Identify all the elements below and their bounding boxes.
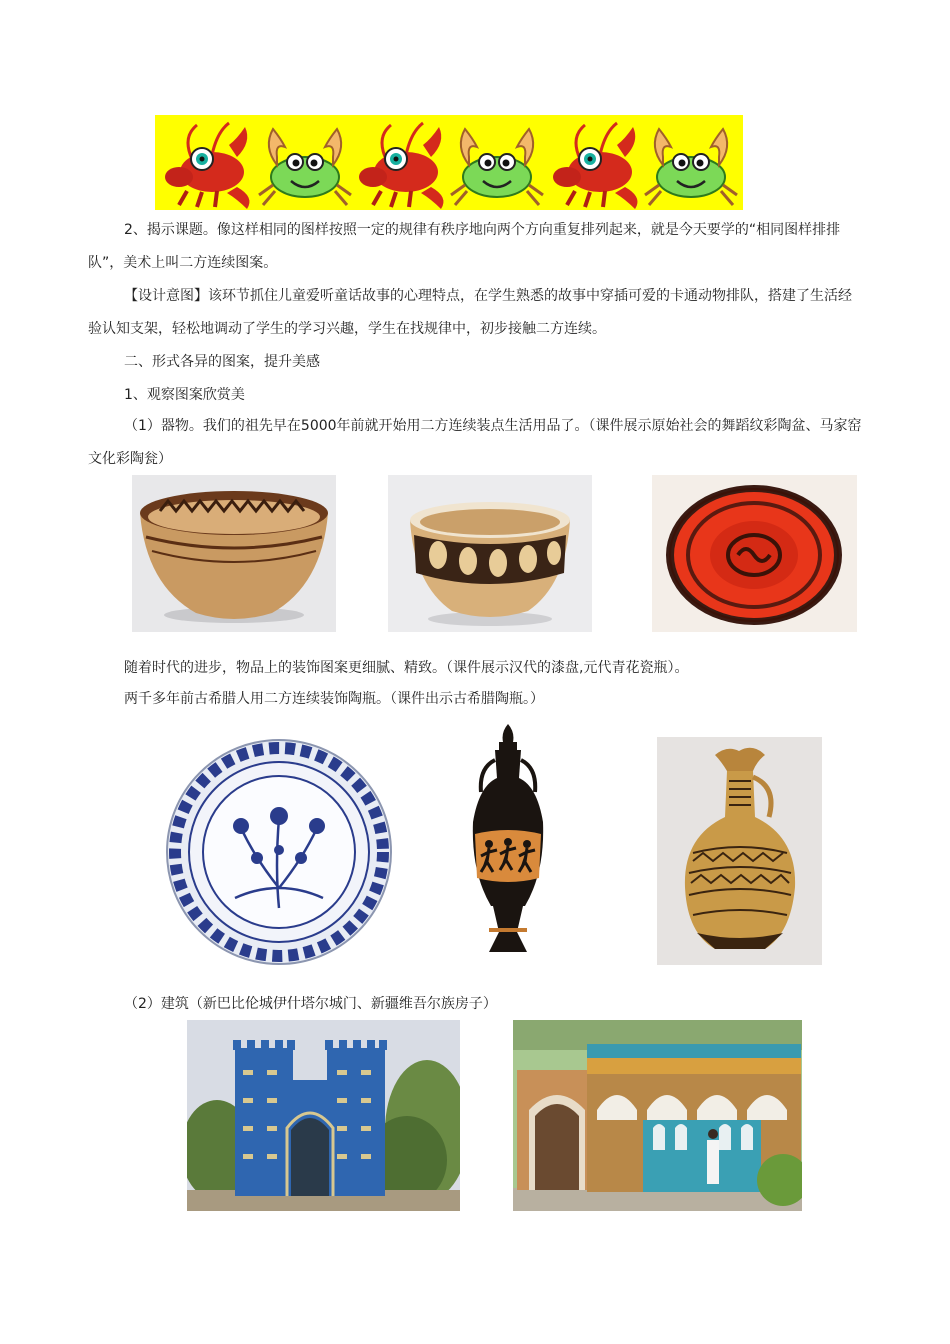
han-lacquer-plate-image [652,475,857,632]
paragraph-greek-vases: 两千多年前古希腊人用二方连续装饰陶瓶。（课件出示古希腊陶瓶。） [124,691,544,707]
subsection-heading: 1、观察图案欣赏美 [124,387,245,403]
greek-geometric-vase-image [657,737,822,965]
ishtar-gate-image [187,1020,460,1211]
paragraph-reveal-topic: 2、揭示课题。像这样相同的图样按照一定的规律有秩序地向两个方向重复排列起来，就是今天要学的“相同图样排排队”，美术上叫二方连续图案。 [88,222,841,271]
yuan-blue-white-porcelain-plate-image [165,738,393,966]
dance-pattern-pottery-basin-image [132,475,336,632]
crayfish-crab-banner [155,115,743,210]
paragraph-design-intent: 【设计意图】该环节抓住儿童爱听童话故事的心理特点，在学生熟悉的故事中穿插可爱的卡通动物排队，搭建了生活经验认知支架，轻松地调动了学生的学习兴趣，学生在找规律中，初步接触二方连续。 [88,288,852,337]
ancient-greek-amphora-image [465,722,551,956]
section-heading: 二、形式各异的图案，提升美感 [124,354,320,370]
paragraph-artifacts: （1）器物。我们的祖先早在5000年前就开始用二方连续装点生活用品了。（课件展示原始社会的舞蹈纹彩陶盆、马家窑文化彩陶瓮） [88,418,862,467]
paragraph-architecture: （2）建筑（新巴比伦城伊什塔尔城门、新疆维吾尔族房子） [124,996,497,1012]
xinjiang-uyghur-house-image [513,1020,802,1211]
majiayao-painted-pottery-image [388,475,592,632]
paragraph-refined-patterns: 随着时代的进步，物品上的装饰图案更细腻、精致。（课件展示汉代的漆盘,元代青花瓷瓶）。 [124,660,689,676]
